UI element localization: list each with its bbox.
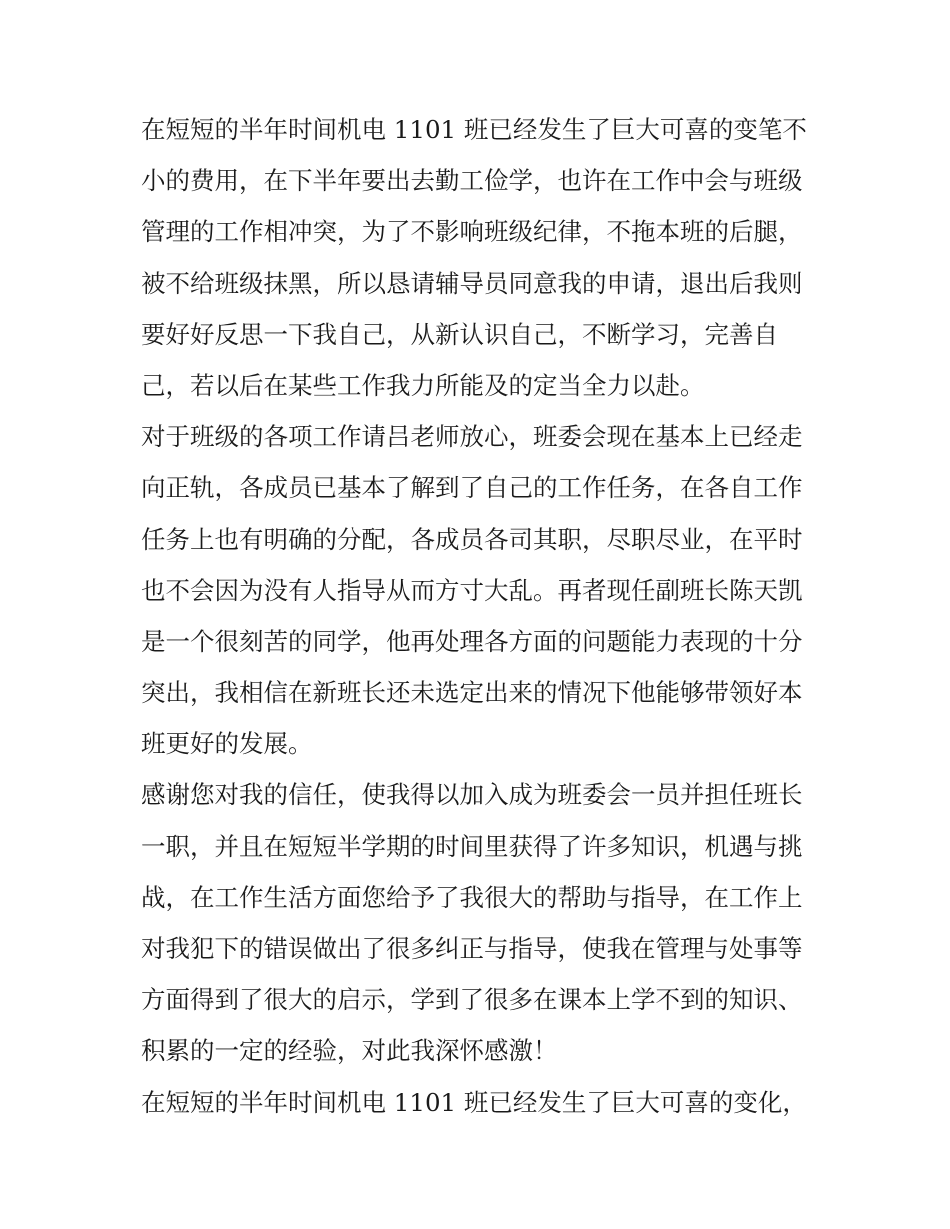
text-line: 积累的一定的经验，对此我深怀感激！ xyxy=(141,1036,558,1066)
text-line: 要好好反思一下我自己，从新认识自己，不断学习，完善自 xyxy=(141,319,778,349)
text-line: 对于班级的各项工作请吕老师放心，班委会现在基本上已经走 xyxy=(141,422,803,452)
text-line: 任务上也有明确的分配，各成员各司其职，尽职尽业，在平时 xyxy=(141,524,803,554)
text-line: 向正轨，各成员已基本了解到了自己的工作任务，在各自工作 xyxy=(141,473,803,503)
document-body xyxy=(141,104,821,1128)
text-line: 对我犯下的错误做出了很多纠正与指导，使我在管理与处事等 xyxy=(141,934,803,963)
text-line: 突出，我相信在新班长还未选定出来的情况下他能够带领好本 xyxy=(141,678,803,708)
text-line: 感谢您对我的信任，使我得以加入成为班委会一员并担任班长 xyxy=(141,780,803,810)
text-line: 方面得到了很大的启示，学到了很多在课本上学不到的知识、 xyxy=(141,985,803,1015)
text-line: 被不给班级抹黑，所以恳请辅导员同意我的申请，退出后我则 xyxy=(141,268,803,298)
text-line: 在短短的半年时间机电 1101 班已经发生了巨大可喜的变化， xyxy=(141,1087,807,1117)
text-line: 己，若以后在某些工作我力所能及的定当全力以赴。 xyxy=(141,370,705,400)
text-line: 战，在工作生活方面您给予了我很大的帮助与指导，在工作上 xyxy=(141,882,803,912)
text-line: 在短短的半年时间机电 1101 班已经发生了巨大可喜的变笔不 xyxy=(141,115,807,144)
text-line: 一职，并且在短短半学期的时间里获得了许多知识，机遇与挑 xyxy=(141,831,803,861)
text-line: 也不会因为没有人指导从而方寸大乱。再者现任副班长陈天凯 xyxy=(141,575,803,605)
text-line: 班更好的发展。 xyxy=(141,729,313,759)
text-line: 是一个很刻苦的同学，他再处理各方面的问题能力表现的十分 xyxy=(141,626,803,656)
text-line: 小的费用，在下半年要出去勤工俭学，也许在工作中会与班级 xyxy=(141,166,803,196)
text-line: 管理的工作相冲突，为了不影响班级纪律，不拖本班的后腿， xyxy=(141,217,803,247)
